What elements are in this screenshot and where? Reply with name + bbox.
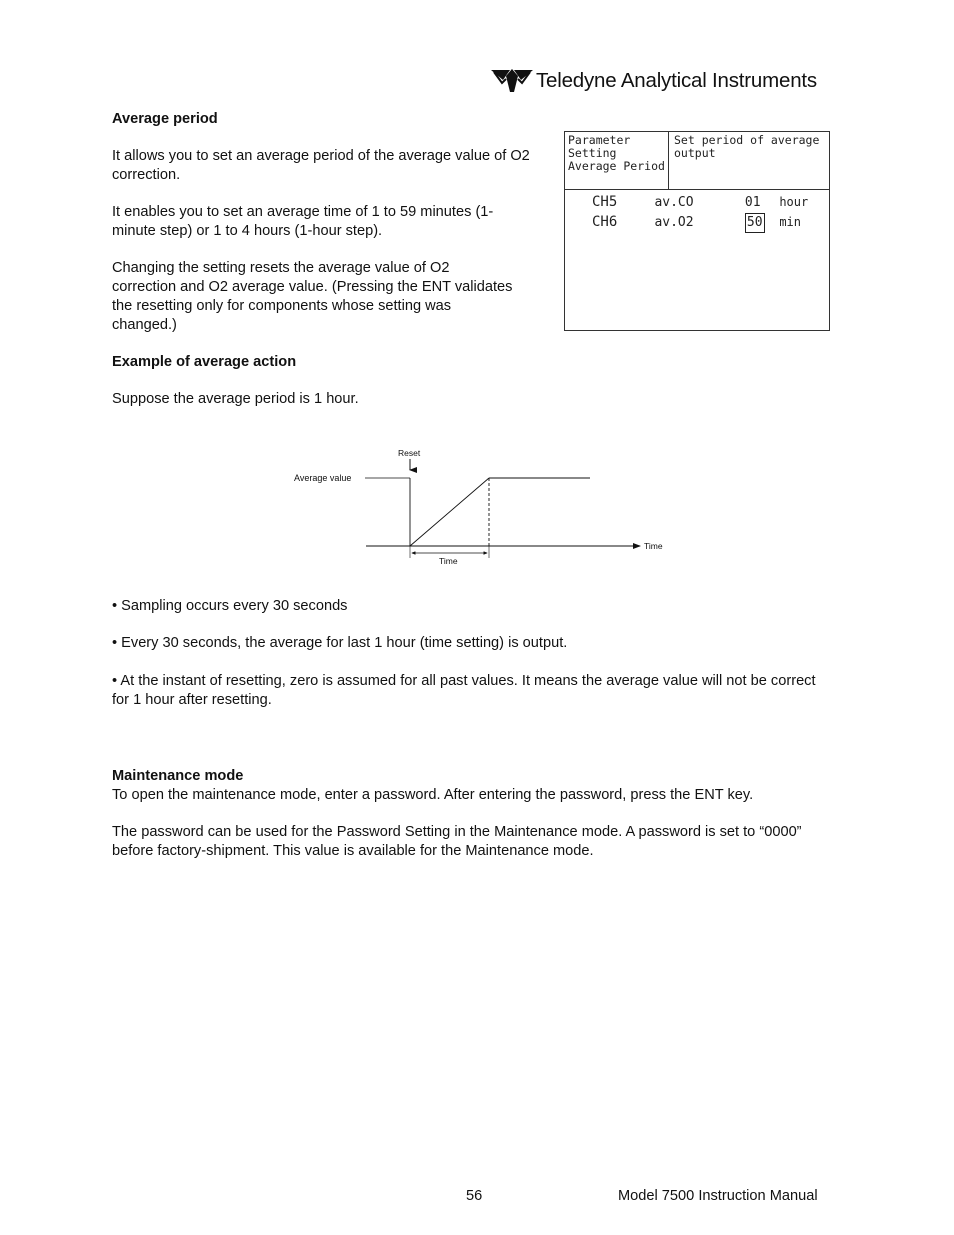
lcd-channel: CH6 — [592, 214, 618, 230]
maintenance-paragraph-2: The password can be used for the Password Setting in the Maintenance mode. A password is set to “0000” before factory-shipment. This value is available for the Maintenance mode. — [112, 824, 802, 859]
y-axis-label: Average value — [294, 473, 352, 483]
lcd-row-ch5 — [592, 193, 808, 212]
maintenance-heading: Maintenance mode — [112, 768, 244, 784]
lcd-description-line: output — [674, 146, 716, 160]
example-paragraph: Suppose the average period is 1 hour. — [112, 391, 359, 407]
lcd-header — [565, 132, 829, 190]
lcd-component: av.CO — [654, 195, 694, 210]
time-span-label: Time — [439, 556, 458, 566]
time-axis-label: Time — [644, 541, 663, 551]
teledyne-logo-icon — [490, 67, 534, 93]
reset-label: Reset — [398, 448, 421, 458]
page-number: 56 — [466, 1188, 483, 1204]
lcd-menu-path — [565, 132, 669, 190]
lcd-unit: hour — [779, 195, 809, 209]
brand-name: Teledyne Analytical Instruments — [536, 68, 817, 92]
bullet-reset-note: • At the instant of resetting, zero is assumed for all past values. It means the average value will not be correct for 1 hour after resetting. — [112, 673, 816, 708]
lcd-channel: CH5 — [592, 194, 618, 210]
manual-title: Model 7500 Instruction Manual — [618, 1188, 818, 1204]
average-period-paragraph-3: Changing the setting resets the average value of O2 correction and O2 average value. (Pressing the ENT validates the resetting only for components whose setting was changed.) — [112, 260, 513, 333]
lcd-menu-line: Setting — [568, 146, 617, 160]
lcd-menu-line: Average Period — [568, 159, 665, 173]
average-action-diagram — [286, 442, 676, 572]
lcd-menu-line: Parameter — [568, 133, 631, 147]
lcd-description — [671, 132, 829, 190]
page-header — [490, 66, 850, 94]
lcd-display — [564, 131, 830, 331]
average-period-paragraph-2: It enables you to set an average time of 1 to 59 minutes (1-minute step) or 1 to 4 hours (1-hour step). — [112, 204, 494, 239]
lcd-description-line: Set period of average — [674, 133, 820, 147]
maintenance-paragraph-1: To open the maintenance mode, enter a password. After entering the password, press the ENT key. — [112, 787, 754, 803]
average-period-heading: Average period — [112, 111, 218, 127]
example-heading: Example of average action — [112, 354, 297, 370]
bullet-average-output: • Every 30 seconds, the average for last 1 hour (time setting) is output. — [112, 635, 568, 651]
lcd-value-cursor[interactable]: 50 — [745, 213, 765, 233]
lcd-value: 01 — [744, 195, 761, 210]
bullet-sampling: • Sampling occurs every 30 seconds — [112, 598, 348, 614]
lcd-row-ch6 — [592, 213, 801, 233]
lcd-unit: min — [779, 215, 801, 229]
average-ramp-line — [410, 478, 489, 546]
average-period-paragraph-1: It allows you to set an average period of the average value of O2 correction. — [112, 148, 530, 183]
lcd-component: av.O2 — [654, 215, 694, 230]
